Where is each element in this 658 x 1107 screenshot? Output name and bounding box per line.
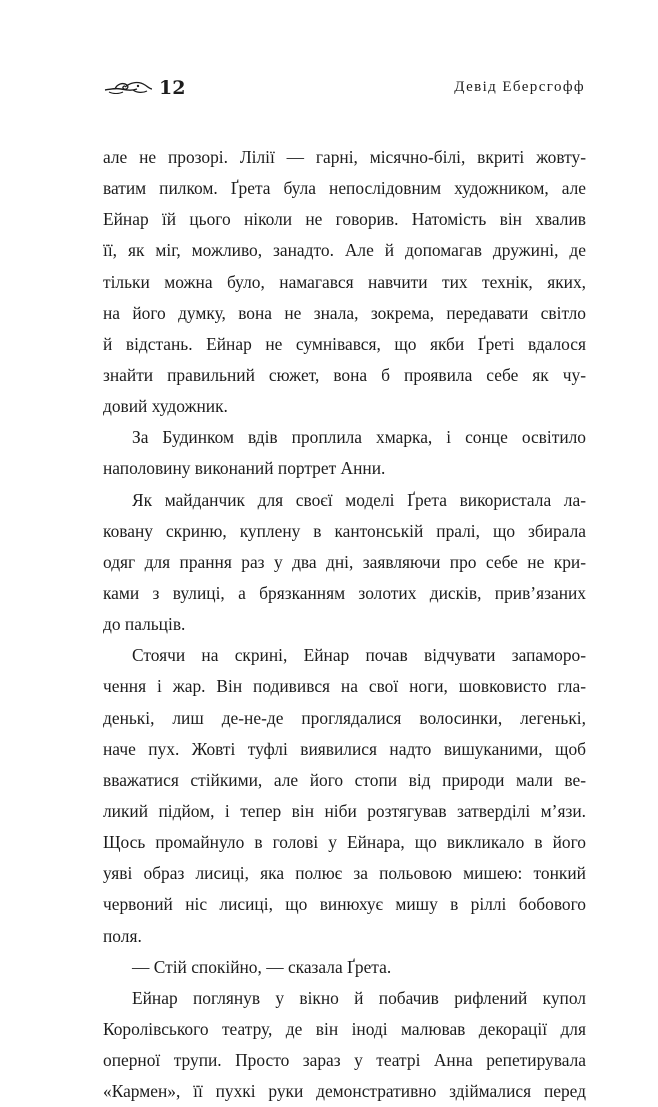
text-line: ватим пилком. Ґрета була непослідовним художником, але xyxy=(103,178,586,199)
text-line: Стоячи на скрині, Ейнар почав відчувати запаморо- xyxy=(132,645,586,666)
text-line: оперної трупи. Просто зараз у театрі Анна репетирувала xyxy=(103,1050,586,1071)
text-line: й відстань. Ейнар не сумнівався, що якби Ґреті вдалося xyxy=(103,333,586,354)
running-head xyxy=(103,74,585,104)
text-line: уяві образ лисиці, яка полює за польовою мишею: тонкий xyxy=(103,863,586,884)
text-line: «Кармен», її пухкі руки демонстративно здіймалися перед xyxy=(103,1081,586,1102)
text-line: наполовину виконаний портрет Анни. xyxy=(103,458,386,479)
text-line: денькі, лиш де-не-де проглядалися волосинки, легенькі, xyxy=(103,707,586,728)
text-line: ликий підйом, і тепер він ніби розтягував затверділі м’язи. xyxy=(103,800,586,821)
text-line: наче пух. Жовті туфлі виявилися надто вишуканими, щоб xyxy=(103,738,586,759)
text-line: її, як міг, можливо, занадто. Але й допомагав дружині, де xyxy=(103,240,586,261)
text-line: чення і жар. Він подивився на свої ноги, шовковисто гла- xyxy=(103,676,586,697)
text-line: Як майданчик для своєї моделі Ґрета використала ла- xyxy=(132,489,586,510)
text-line: довий художник. xyxy=(103,396,228,417)
text-line: червоний ніс лисиці, що винюхує мишу в ріллі бобового xyxy=(103,894,586,915)
text-line: вважатися стійкими, але його стопи від природи мали ве- xyxy=(103,769,586,790)
text-line: одяг для прання раз у два дні, заявляючи про себе не кри- xyxy=(103,551,586,572)
text-line: тільки можна було, намагався навчити тих технік, яких, xyxy=(103,271,586,292)
text-line: знайти правильний сюжет, вона б проявила себе як чу- xyxy=(103,364,586,385)
text-line: ками з вулиці, а брязканням золотих дисків, прив’язаних xyxy=(103,582,586,603)
text-line: поля. xyxy=(103,925,142,946)
body-text xyxy=(103,142,586,1107)
text-line: За Будинком вдів проплила хмарка, і сонце освітило xyxy=(132,427,586,448)
text-line: ковану скриню, куплену в кантонській пралі, що збирала xyxy=(103,520,586,541)
text-line: Ейнар їй цього ніколи не говорив. Натомість він хвалив xyxy=(103,209,586,230)
decorative-swirl-icon xyxy=(103,76,153,98)
text-line: до пальців. xyxy=(103,614,186,635)
text-line: але не прозорі. Лілії — гарні, місячно-білі, вкриті жовту- xyxy=(103,147,586,167)
text-line: — Стій спокійно, — сказала Ґрета. xyxy=(132,956,392,977)
text-line: Ейнар поглянув у вікно й побачив рифлений купол xyxy=(132,987,586,1008)
text-line: Королівського театру, де він іноді малював декорації для xyxy=(103,1018,586,1039)
text-line: Щось промайнуло в голові у Ейнара, що викликало в його xyxy=(103,832,586,853)
running-head-author: Девід Еберсгофф xyxy=(454,79,585,95)
text-line: на його думку, вона не знала, зокрема, передавати світло xyxy=(103,302,586,323)
page-number: 12 xyxy=(159,77,186,99)
